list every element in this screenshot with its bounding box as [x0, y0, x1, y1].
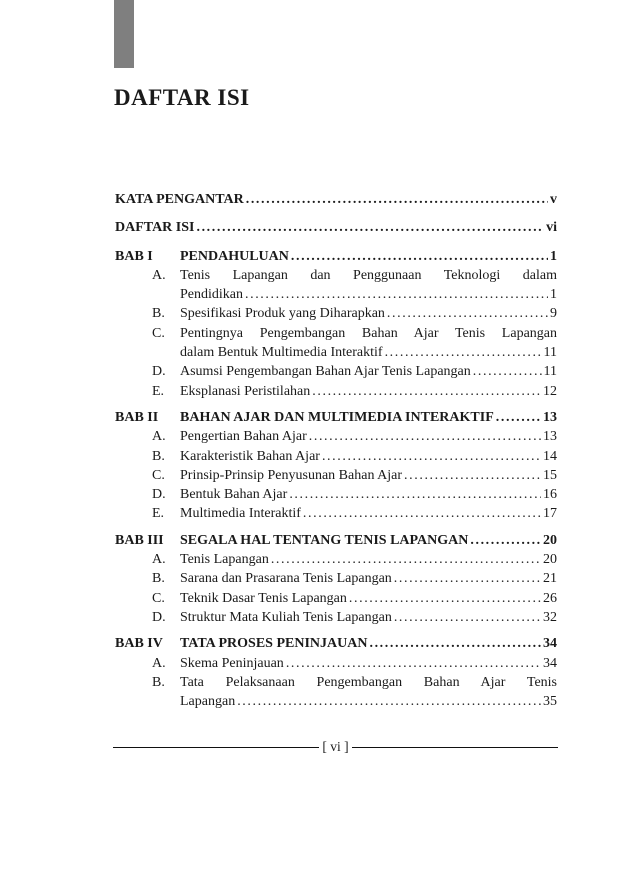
- toc-item-title: Eksplanasi Peristilahan: [180, 383, 311, 399]
- toc-item-page: 11: [543, 364, 557, 380]
- toc-item: [115, 589, 557, 608]
- toc-item-title: Karakteristik Bahan Ajar: [180, 448, 320, 464]
- toc-item-page: 11: [543, 345, 557, 361]
- toc-item-page: 17: [543, 506, 557, 522]
- toc-item-page: 12: [543, 383, 557, 399]
- toc-item-title: dalam Bentuk Multimedia Interaktif: [180, 345, 383, 361]
- toc-item-page: 35: [543, 694, 557, 710]
- toc-item-letter: D.: [152, 609, 166, 625]
- toc-item-title: Spesifikasi Produk yang Diharapkan: [180, 306, 385, 322]
- toc-item-title: Prinsip-Prinsip Penyusunan Bahan Ajar: [180, 467, 403, 483]
- toc-item-page: 26: [543, 590, 557, 606]
- toc-item-page: 15: [543, 467, 557, 483]
- toc-chapter-title: SEGALA HAL TENTANG TENIS LAPANGAN: [180, 532, 469, 548]
- toc-item-letter: B.: [152, 448, 165, 464]
- toc-item-title-line2: [180, 692, 557, 711]
- toc-item-letter: A.: [152, 267, 166, 283]
- toc-item-page: 1: [550, 287, 557, 303]
- toc-chapter-number: BAB IV: [115, 636, 163, 652]
- toc-item-title: Struktur Mata Kuliah Tenis Lapangan: [180, 609, 392, 625]
- toc-item-letter: B.: [152, 571, 165, 587]
- toc-chapter-title: BAHAN AJAR DAN MULTIMEDIA INTERAKTIF: [180, 409, 494, 425]
- toc-chapter-page: 1: [550, 248, 557, 264]
- toc-item-page: 16: [543, 487, 557, 503]
- dot-leader: [402, 466, 541, 485]
- toc-item: [115, 550, 557, 569]
- dot-leader: [468, 531, 541, 550]
- toc-chapter-page: 13: [543, 409, 557, 425]
- footer-rule-right: [352, 747, 558, 748]
- toc-item: [115, 382, 557, 401]
- toc-item-page: 9: [550, 306, 557, 322]
- toc-item-letter: B.: [152, 306, 165, 322]
- table-of-contents: [115, 190, 557, 711]
- dot-leader: [289, 247, 548, 266]
- toc-item-title: Skema Peninjauan: [180, 655, 284, 671]
- toc-item-letter: B.: [152, 674, 165, 690]
- toc-item: [115, 466, 557, 485]
- toc-item-letter: D.: [152, 364, 166, 380]
- page-title: DAFTAR ISI: [114, 85, 250, 110]
- toc-item-title: Lapangan: [180, 694, 236, 710]
- dot-leader: [269, 550, 541, 569]
- dot-leader: [194, 218, 544, 237]
- page-footer: [113, 739, 558, 755]
- toc-item-title-line2: [180, 285, 557, 304]
- header-gray-block: [114, 0, 134, 68]
- toc-item-letter: E.: [152, 383, 165, 399]
- toc-item-page: 21: [543, 571, 557, 587]
- toc-item: [115, 266, 557, 305]
- toc-item-title: Sarana dan Prasarana Tenis Lapangan: [180, 571, 392, 587]
- dot-leader: [385, 304, 548, 323]
- toc-item-title: Pendidikan: [180, 287, 243, 303]
- toc-chapter-header: [115, 247, 557, 266]
- dot-leader: [310, 382, 541, 401]
- toc-item: [115, 608, 557, 627]
- toc-item: [115, 427, 557, 446]
- toc-item: [115, 504, 557, 523]
- toc-item-title: Bentuk Bahan Ajar: [180, 487, 288, 503]
- dot-leader: [301, 504, 541, 523]
- toc-chapter-number: BAB II: [115, 409, 159, 425]
- toc-item-page: 14: [543, 448, 557, 464]
- toc-item-body: [180, 324, 557, 363]
- dot-leader: [287, 485, 541, 504]
- toc-item: [115, 362, 557, 381]
- toc-chapter-number: BAB I: [115, 248, 153, 264]
- toc-item-letter: A.: [152, 552, 166, 568]
- toc-item-letter: C.: [152, 467, 165, 483]
- dot-leader: [235, 692, 541, 711]
- toc-item-body: [180, 266, 557, 305]
- toc-chapter-title: TATA PROSES PENINJAUAN: [180, 636, 368, 652]
- toc-item: [115, 673, 557, 712]
- toc-item-page: 13: [543, 429, 557, 445]
- toc-item-page: 34: [543, 655, 557, 671]
- toc-item-letter: A.: [152, 655, 166, 671]
- toc-item: [115, 324, 557, 363]
- dot-leader: [383, 343, 542, 362]
- toc-chapter-number: BAB III: [115, 532, 164, 548]
- toc-front-entry: [115, 218, 557, 237]
- footer-rule-left: [113, 747, 319, 748]
- toc-entry-label: KATA PENGANTAR: [115, 192, 244, 207]
- toc-item: [115, 304, 557, 323]
- toc-item-title: Multimedia Interaktif: [180, 506, 301, 522]
- toc-entry-label: DAFTAR ISI: [115, 220, 195, 236]
- dot-leader: [307, 427, 541, 446]
- dot-leader: [392, 569, 541, 588]
- dot-leader: [244, 190, 548, 209]
- dot-leader: [347, 589, 541, 608]
- dot-leader: [243, 285, 548, 304]
- toc-chapter-page: 20: [543, 532, 557, 548]
- dot-leader: [320, 447, 541, 466]
- toc-item-body: [180, 673, 557, 712]
- dot-leader: [367, 634, 541, 653]
- toc-item: [115, 654, 557, 673]
- footer-page-number: [ vi ]: [322, 739, 349, 754]
- toc-item-title: Tenis Lapangan: [180, 552, 269, 568]
- dot-leader: [284, 654, 541, 673]
- toc-item-letter: C.: [152, 590, 165, 606]
- toc-item: [115, 485, 557, 504]
- toc-item-title-line1: Tata Pelaksanaan Pengembangan Bahan Ajar Tenis: [180, 674, 557, 690]
- toc-item: [115, 447, 557, 466]
- dot-leader: [471, 362, 542, 381]
- toc-item-title: Asumsi Pengembangan Bahan Ajar Tenis Lapangan: [180, 364, 471, 380]
- toc-chapter-title: PENDAHULUAN: [180, 248, 289, 264]
- toc-item-letter: D.: [152, 487, 166, 503]
- toc-item: [115, 569, 557, 588]
- toc-chapter-header: [115, 408, 557, 427]
- dot-leader: [392, 608, 541, 627]
- toc-item-title: Pengertian Bahan Ajar: [180, 429, 307, 445]
- toc-entry-page: v: [550, 192, 557, 207]
- toc-chapter-header: [115, 531, 557, 550]
- toc-chapter-page: 34: [543, 636, 557, 652]
- toc-front-entry: [115, 190, 557, 209]
- toc-item-title: Teknik Dasar Tenis Lapangan: [180, 590, 347, 606]
- toc-chapter-header: [115, 634, 557, 653]
- toc-item-letter: E.: [152, 506, 165, 522]
- toc-item-letter: A.: [152, 429, 166, 445]
- toc-item-page: 32: [543, 609, 557, 625]
- toc-item-page: 20: [543, 552, 557, 568]
- dot-leader: [494, 408, 541, 427]
- toc-item-letter: C.: [152, 325, 165, 341]
- toc-item-title-line1: Pentingnya Pengembangan Bahan Ajar Tenis Lapangan: [180, 325, 557, 341]
- toc-item-title-line2: [180, 343, 557, 362]
- toc-entry-page: vi: [546, 220, 557, 236]
- toc-item-title-line1: Tenis Lapangan dan Penggunaan Teknologi dalam: [180, 267, 557, 283]
